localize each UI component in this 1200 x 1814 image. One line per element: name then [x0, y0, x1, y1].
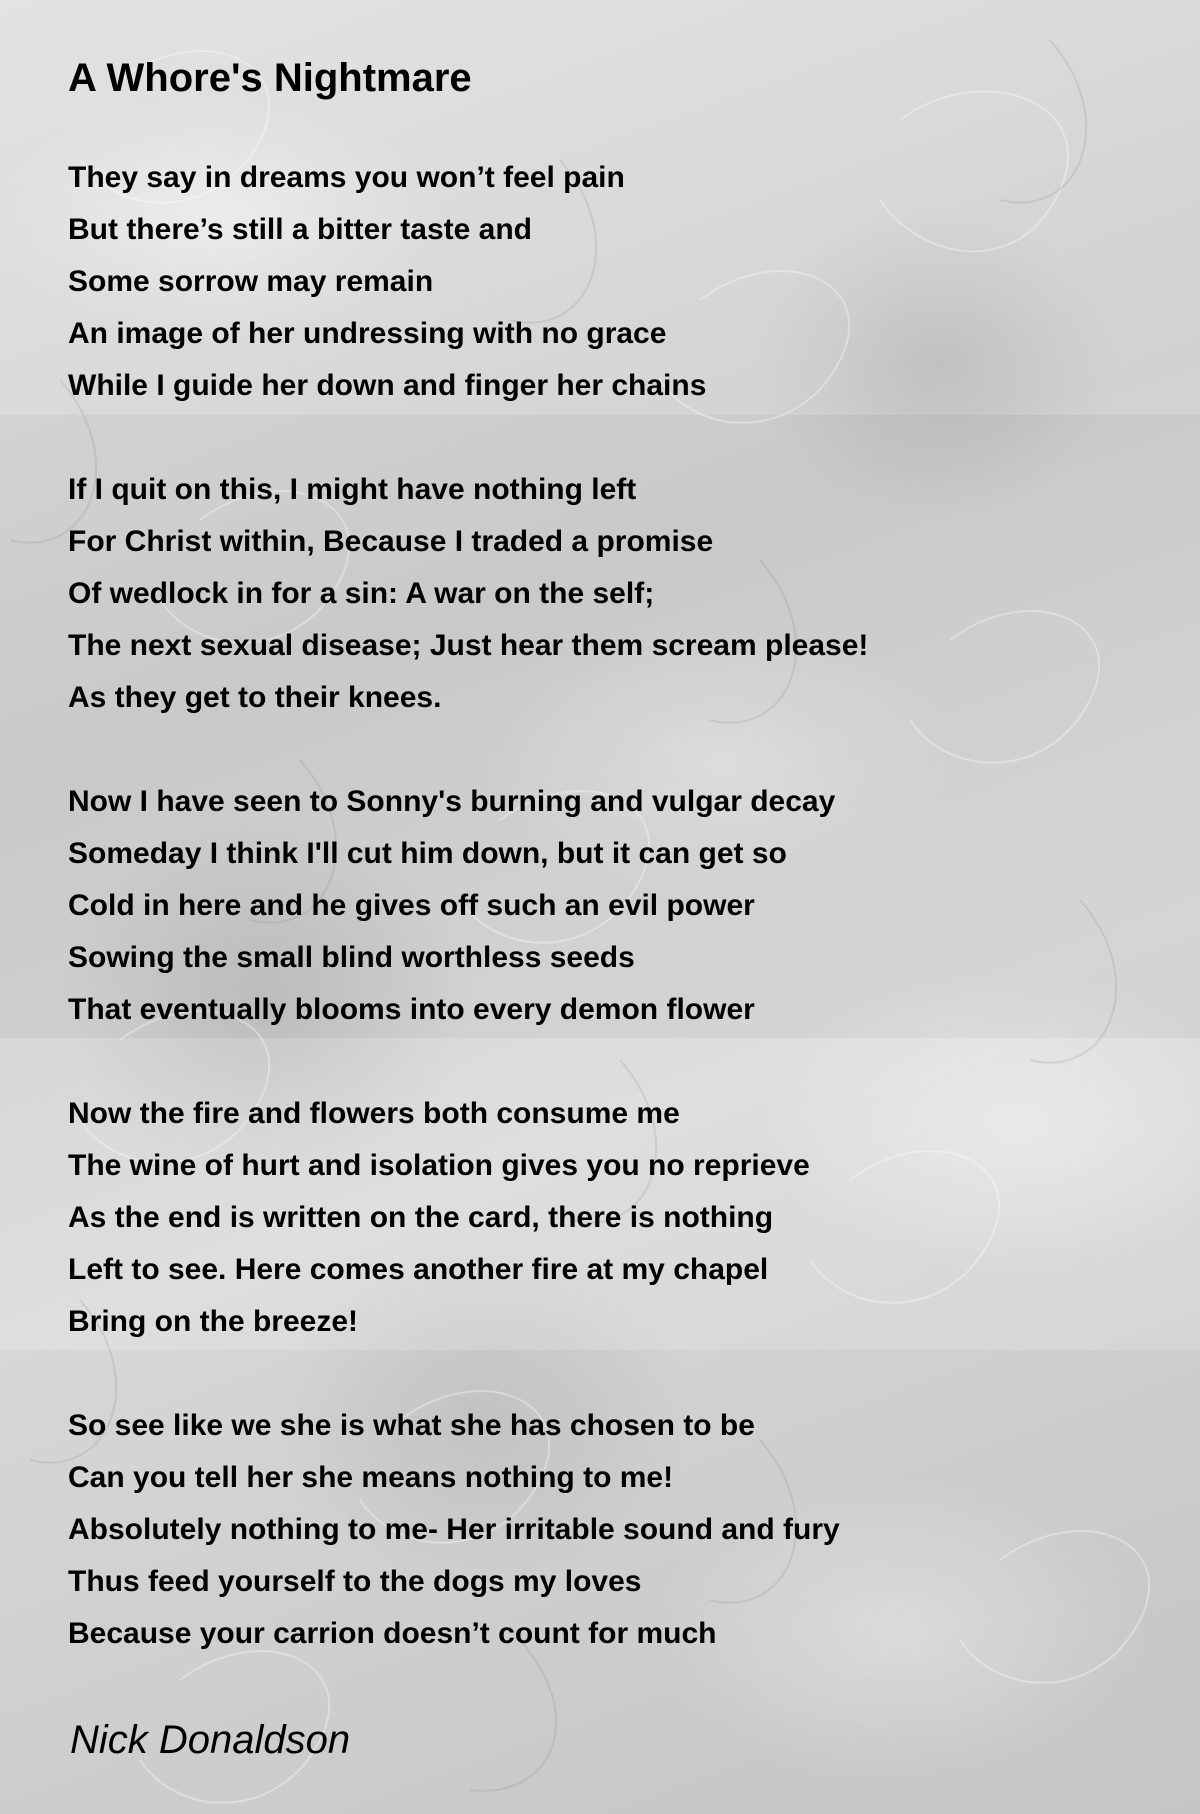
poem-line: As the end is written on the card, there is nothing [68, 1201, 774, 1234]
poem-line: They say in dreams you won’t feel pain [68, 161, 625, 194]
stanza [68, 776, 1168, 1036]
poem-line: Some sorrow may remain [68, 265, 434, 298]
poem-line: So see like we she is what she has chosen to be [68, 1409, 755, 1442]
poem-line: As they get to their knees. [68, 681, 442, 714]
poem-line: Thus feed yourself to the dogs my loves [68, 1565, 642, 1598]
poem-line: Because your carrion doesn’t count for much [68, 1617, 717, 1650]
poem-line: For Christ within, Because I traded a promise [68, 525, 714, 558]
poem-line: Can you tell her she means nothing to me! [68, 1461, 674, 1494]
poem-line: Absolutely nothing to me- Her irritable sound and fury [68, 1513, 840, 1546]
poem-line: An image of her undressing with no grace [68, 317, 667, 350]
poem-title: A Whore's Nightmare [68, 56, 472, 100]
poem-line: Bring on the breeze! [68, 1305, 359, 1338]
stanza [68, 464, 1168, 724]
poem-line: The wine of hurt and isolation gives you no reprieve [68, 1149, 810, 1182]
poem-line: That eventually blooms into every demon flower [68, 993, 755, 1026]
poem-line: Sowing the small blind worthless seeds [68, 941, 635, 974]
poem-line: If I quit on this, I might have nothing left [68, 473, 637, 506]
poem-body [68, 152, 1168, 1712]
poem-line: Of wedlock in for a sin: A war on the self; [68, 577, 655, 610]
poem-author: Nick Donaldson [70, 1718, 351, 1762]
poem-line: Cold in here and he gives off such an evil power [68, 889, 755, 922]
poem-line: Now the fire and flowers both consume me [68, 1097, 680, 1130]
poem-line: But there’s still a bitter taste and [68, 213, 532, 246]
stanza [68, 1400, 1168, 1660]
poem-line: The next sexual disease; Just hear them scream please! [68, 629, 869, 662]
poem-line: Left to see. Here comes another fire at my chapel [68, 1253, 769, 1286]
poem-line: Someday I think I'll cut him down, but it can get so [68, 837, 787, 870]
poem-line: Now I have seen to Sonny's burning and vulgar decay [68, 785, 836, 818]
poem-line: While I guide her down and finger her chains [68, 369, 707, 402]
stanza [68, 1088, 1168, 1348]
stanza [68, 152, 1168, 412]
